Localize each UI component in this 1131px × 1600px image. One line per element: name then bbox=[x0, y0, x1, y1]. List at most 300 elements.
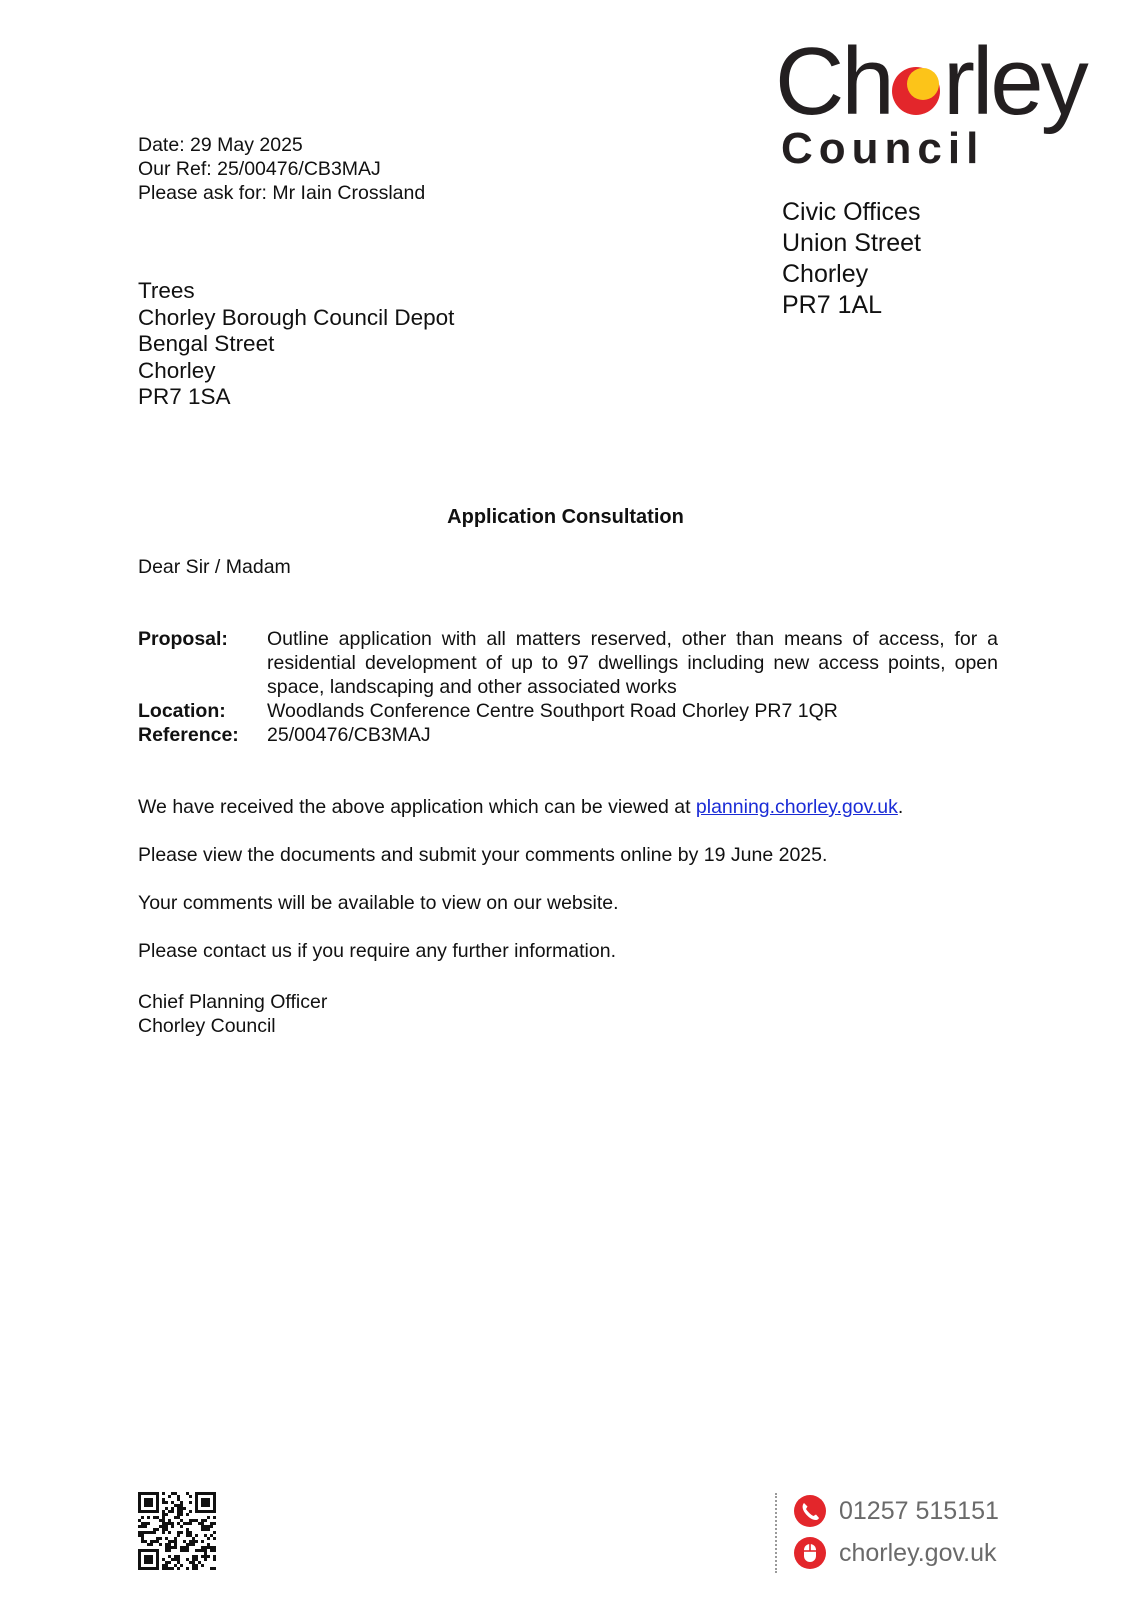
proposal-value: Outline application with all matters reserved, other than means of access, for a residential development of up to 97 dwellings including new access points, open space, landscaping and other associated works bbox=[267, 628, 998, 698]
recipient-address-line: PR7 1SA bbox=[138, 384, 231, 409]
qr-module bbox=[180, 1501, 183, 1504]
qr-module bbox=[174, 1564, 177, 1567]
qr-module bbox=[195, 1501, 198, 1504]
qr-module bbox=[195, 1495, 198, 1498]
qr-module bbox=[141, 1510, 144, 1513]
qr-module bbox=[177, 1498, 180, 1501]
qr-module bbox=[162, 1492, 165, 1495]
qr-module bbox=[150, 1561, 153, 1564]
qr-module bbox=[186, 1549, 189, 1552]
qr-module bbox=[186, 1513, 189, 1516]
qr-module bbox=[204, 1519, 207, 1522]
council-address-line: Union Street bbox=[782, 229, 921, 257]
qr-module bbox=[165, 1549, 168, 1552]
qr-module bbox=[204, 1504, 207, 1507]
planning-portal-link[interactable]: planning.chorley.gov.uk bbox=[695, 796, 898, 818]
qr-module bbox=[213, 1495, 216, 1498]
qr-module bbox=[156, 1516, 159, 1519]
qr-module bbox=[147, 1501, 150, 1504]
qr-module bbox=[213, 1498, 216, 1501]
qr-module bbox=[168, 1567, 171, 1570]
qr-module bbox=[174, 1546, 177, 1549]
chorley-council-logo bbox=[775, 36, 1105, 176]
qr-module bbox=[153, 1516, 156, 1519]
qr-module bbox=[171, 1501, 174, 1504]
qr-module bbox=[195, 1540, 198, 1543]
qr-module bbox=[150, 1549, 153, 1552]
letter-meta bbox=[138, 133, 425, 205]
qr-module bbox=[162, 1501, 165, 1504]
qr-module bbox=[180, 1507, 183, 1510]
qr-module bbox=[213, 1537, 216, 1540]
footer-contact bbox=[775, 1493, 1035, 1573]
qr-module bbox=[213, 1531, 216, 1534]
logo-wordmark-prefix: Ch bbox=[775, 36, 892, 135]
qr-module bbox=[171, 1558, 174, 1561]
qr-module bbox=[159, 1519, 162, 1522]
reference-label: Reference: bbox=[138, 724, 239, 746]
qr-module bbox=[138, 1552, 141, 1555]
qr-module bbox=[207, 1537, 210, 1540]
qr-module bbox=[207, 1525, 210, 1528]
qr-module bbox=[171, 1546, 174, 1549]
qr-module bbox=[144, 1531, 147, 1534]
qr-module bbox=[204, 1534, 207, 1537]
qr-module bbox=[180, 1531, 183, 1534]
qr-module bbox=[165, 1543, 168, 1546]
qr-module bbox=[156, 1495, 159, 1498]
qr-module bbox=[204, 1558, 207, 1561]
qr-module bbox=[150, 1492, 153, 1495]
qr-module bbox=[168, 1531, 171, 1534]
qr-module bbox=[174, 1504, 177, 1507]
logo-wordmark-suffix: rley bbox=[943, 36, 1086, 135]
qr-module bbox=[186, 1558, 189, 1561]
qr-module bbox=[171, 1525, 174, 1528]
qr-module bbox=[168, 1519, 171, 1522]
qr-module bbox=[150, 1540, 153, 1543]
qr-module bbox=[162, 1564, 165, 1567]
qr-module bbox=[153, 1528, 156, 1531]
qr-module bbox=[138, 1534, 141, 1537]
qr-module bbox=[177, 1567, 180, 1570]
qr-module bbox=[201, 1492, 204, 1495]
qr-module bbox=[204, 1552, 207, 1555]
qr-module bbox=[189, 1495, 192, 1498]
qr-module bbox=[195, 1555, 198, 1558]
qr-module bbox=[201, 1501, 204, 1504]
recipient-address-line: Bengal Street bbox=[138, 331, 275, 356]
qr-module bbox=[174, 1516, 177, 1519]
qr-module bbox=[201, 1564, 204, 1567]
website-contact[interactable] bbox=[793, 1535, 996, 1571]
document-title: Application Consultation bbox=[447, 506, 684, 528]
qr-module bbox=[189, 1519, 192, 1522]
qr-module bbox=[201, 1504, 204, 1507]
location-row bbox=[138, 699, 998, 723]
council-address-line: Civic Offices bbox=[782, 198, 921, 226]
qr-module bbox=[147, 1531, 150, 1534]
qr-module bbox=[213, 1549, 216, 1552]
received-text: We have received the above application which can be viewed at bbox=[138, 796, 696, 818]
received-text-end: . bbox=[897, 796, 904, 818]
qr-module bbox=[207, 1498, 210, 1501]
qr-module bbox=[141, 1516, 144, 1519]
qr-module bbox=[168, 1540, 171, 1543]
qr-module bbox=[153, 1540, 156, 1543]
qr-module bbox=[201, 1528, 204, 1531]
qr-module bbox=[159, 1525, 162, 1528]
qr-module bbox=[207, 1510, 210, 1513]
qr-module bbox=[138, 1504, 141, 1507]
qr-module bbox=[147, 1555, 150, 1558]
qr-module bbox=[141, 1492, 144, 1495]
qr-module bbox=[213, 1507, 216, 1510]
qr-module bbox=[195, 1564, 198, 1567]
qr-module bbox=[204, 1525, 207, 1528]
qr-module bbox=[138, 1531, 141, 1534]
qr-module bbox=[144, 1498, 147, 1501]
council-address-line: Chorley bbox=[782, 260, 869, 288]
qr-module bbox=[165, 1525, 168, 1528]
qr-module bbox=[180, 1519, 183, 1522]
council-address-line: PR7 1AL bbox=[782, 291, 883, 319]
qr-module bbox=[207, 1516, 210, 1519]
qr-module bbox=[213, 1516, 216, 1519]
qr-module bbox=[192, 1519, 195, 1522]
qr-module bbox=[198, 1510, 201, 1513]
qr-module bbox=[147, 1567, 150, 1570]
qr-module bbox=[168, 1549, 171, 1552]
qr-module bbox=[180, 1549, 183, 1552]
qr-module bbox=[168, 1561, 171, 1564]
qr-module bbox=[192, 1540, 195, 1543]
qr-module bbox=[150, 1504, 153, 1507]
qr-module bbox=[150, 1555, 153, 1558]
qr-module bbox=[141, 1525, 144, 1528]
qr-module bbox=[159, 1543, 162, 1546]
qr-module bbox=[147, 1498, 150, 1501]
contact-person: Please ask for: Mr Iain Crossland bbox=[138, 182, 426, 204]
qr-module bbox=[156, 1528, 159, 1531]
qr-module bbox=[171, 1567, 174, 1570]
qr-module bbox=[177, 1495, 180, 1498]
qr-module bbox=[207, 1492, 210, 1495]
qr-module bbox=[198, 1522, 201, 1525]
qr-module bbox=[156, 1540, 159, 1543]
qr-module bbox=[207, 1543, 210, 1546]
qr-module bbox=[195, 1504, 198, 1507]
qr-module bbox=[183, 1540, 186, 1543]
proposal-row bbox=[138, 627, 998, 699]
qr-module bbox=[195, 1558, 198, 1561]
qr-module bbox=[189, 1522, 192, 1525]
qr-module bbox=[186, 1534, 189, 1537]
qr-module bbox=[201, 1519, 204, 1522]
qr-module bbox=[138, 1510, 141, 1513]
qr-module bbox=[195, 1519, 198, 1522]
location-value: Woodlands Conference Centre Southport Road Chorley PR7 1QR bbox=[267, 700, 838, 722]
qr-module bbox=[138, 1498, 141, 1501]
qr-module bbox=[156, 1549, 159, 1552]
qr-module bbox=[171, 1507, 174, 1510]
qr-module bbox=[192, 1558, 195, 1561]
qr-module bbox=[138, 1558, 141, 1561]
qr-module bbox=[207, 1528, 210, 1531]
phone-icon bbox=[793, 1494, 827, 1528]
qr-module bbox=[198, 1549, 201, 1552]
body-paragraph-contact: Please contact us if you require any further information. bbox=[138, 940, 616, 962]
qr-module bbox=[162, 1498, 165, 1501]
qr-module bbox=[138, 1549, 141, 1552]
qr-module bbox=[210, 1510, 213, 1513]
phone-contact[interactable] bbox=[793, 1493, 999, 1529]
logo-subtitle: Council bbox=[781, 124, 985, 173]
qr-module bbox=[144, 1561, 147, 1564]
qr-module bbox=[201, 1540, 204, 1543]
qr-module bbox=[144, 1555, 147, 1558]
qr-module bbox=[204, 1498, 207, 1501]
qr-module bbox=[213, 1501, 216, 1504]
qr-module bbox=[168, 1510, 171, 1513]
qr-module bbox=[201, 1525, 204, 1528]
qr-module bbox=[213, 1504, 216, 1507]
qr-module bbox=[198, 1561, 201, 1564]
qr-module bbox=[138, 1519, 141, 1522]
council-address bbox=[782, 197, 921, 321]
location-label: Location: bbox=[138, 700, 226, 722]
footer-divider bbox=[775, 1493, 777, 1573]
signoff bbox=[138, 990, 327, 1038]
qr-module bbox=[138, 1501, 141, 1504]
qr-module bbox=[153, 1567, 156, 1570]
qr-module bbox=[174, 1543, 177, 1546]
qr-module bbox=[186, 1492, 189, 1495]
qr-module bbox=[195, 1498, 198, 1501]
body-paragraph-website: Your comments will be available to view on our website. bbox=[138, 892, 619, 914]
qr-module bbox=[180, 1513, 183, 1516]
qr-module bbox=[153, 1549, 156, 1552]
qr-module bbox=[192, 1537, 195, 1540]
qr-module bbox=[198, 1492, 201, 1495]
qr-module bbox=[156, 1564, 159, 1567]
qr-module bbox=[138, 1507, 141, 1510]
body-paragraph-deadline: Please view the documents and submit your comments online by 19 June 2025. bbox=[138, 844, 828, 866]
qr-module bbox=[189, 1531, 192, 1534]
salutation: Dear Sir / Madam bbox=[138, 556, 291, 578]
qr-module bbox=[138, 1492, 141, 1495]
qr-module bbox=[171, 1540, 174, 1543]
qr-module bbox=[144, 1567, 147, 1570]
qr-module bbox=[168, 1555, 171, 1558]
qr-module bbox=[141, 1531, 144, 1534]
qr-module bbox=[138, 1555, 141, 1558]
qr-module bbox=[168, 1522, 171, 1525]
qr-module bbox=[177, 1504, 180, 1507]
reference-value: 25/00476/CB3MAJ bbox=[267, 724, 431, 746]
qr-module bbox=[189, 1543, 192, 1546]
qr-module bbox=[204, 1501, 207, 1504]
qr-module bbox=[186, 1531, 189, 1534]
qr-code[interactable] bbox=[138, 1492, 216, 1570]
qr-module bbox=[213, 1522, 216, 1525]
qr-module bbox=[168, 1495, 171, 1498]
qr-module bbox=[156, 1567, 159, 1570]
qr-module bbox=[177, 1555, 180, 1558]
qr-module bbox=[192, 1543, 195, 1546]
qr-module bbox=[177, 1507, 180, 1510]
recipient-address-line: Chorley bbox=[138, 357, 216, 383]
qr-module bbox=[141, 1567, 144, 1570]
qr-module bbox=[144, 1540, 147, 1543]
qr-module bbox=[138, 1495, 141, 1498]
qr-module bbox=[153, 1492, 156, 1495]
qr-module bbox=[153, 1510, 156, 1513]
qr-module bbox=[144, 1522, 147, 1525]
qr-module bbox=[147, 1516, 150, 1519]
qr-module bbox=[186, 1546, 189, 1549]
qr-module bbox=[177, 1513, 180, 1516]
qr-module bbox=[195, 1534, 198, 1537]
qr-module bbox=[162, 1528, 165, 1531]
qr-module bbox=[147, 1522, 150, 1525]
qr-module bbox=[141, 1534, 144, 1537]
qr-module bbox=[213, 1492, 216, 1495]
qr-module bbox=[201, 1498, 204, 1501]
qr-module bbox=[210, 1567, 213, 1570]
qr-module bbox=[156, 1492, 159, 1495]
qr-module bbox=[210, 1492, 213, 1495]
signoff-title: Chief Planning Officer bbox=[138, 991, 328, 1013]
qr-module bbox=[183, 1507, 186, 1510]
qr-module bbox=[174, 1540, 177, 1543]
qr-module bbox=[156, 1561, 159, 1564]
qr-module bbox=[195, 1567, 198, 1570]
website-address: chorley.gov.uk bbox=[839, 1538, 997, 1567]
qr-module bbox=[165, 1528, 168, 1531]
qr-module bbox=[156, 1555, 159, 1558]
qr-module bbox=[213, 1546, 216, 1549]
qr-module bbox=[210, 1534, 213, 1537]
proposal-label: Proposal: bbox=[138, 628, 228, 650]
qr-module bbox=[144, 1504, 147, 1507]
qr-module bbox=[147, 1561, 150, 1564]
qr-module bbox=[156, 1507, 159, 1510]
qr-module bbox=[180, 1510, 183, 1513]
recipient-address-line: Trees bbox=[138, 278, 195, 303]
qr-module bbox=[150, 1510, 153, 1513]
qr-module bbox=[156, 1558, 159, 1561]
qr-module bbox=[165, 1567, 168, 1570]
qr-module bbox=[174, 1555, 177, 1558]
qr-module bbox=[171, 1510, 174, 1513]
qr-module bbox=[192, 1555, 195, 1558]
qr-module bbox=[138, 1567, 141, 1570]
qr-module bbox=[141, 1549, 144, 1552]
qr-module bbox=[186, 1528, 189, 1531]
qr-module bbox=[177, 1522, 180, 1525]
qr-module bbox=[165, 1564, 168, 1567]
qr-module bbox=[192, 1564, 195, 1567]
qr-module bbox=[189, 1561, 192, 1564]
qr-module bbox=[177, 1531, 180, 1534]
qr-module bbox=[189, 1540, 192, 1543]
qr-module bbox=[138, 1561, 141, 1564]
qr-module bbox=[204, 1546, 207, 1549]
qr-module bbox=[159, 1537, 162, 1540]
qr-module bbox=[162, 1513, 165, 1516]
qr-module bbox=[180, 1546, 183, 1549]
qr-module bbox=[213, 1567, 216, 1570]
qr-module bbox=[174, 1537, 177, 1540]
qr-module bbox=[162, 1525, 165, 1528]
qr-module bbox=[186, 1567, 189, 1570]
qr-module bbox=[204, 1555, 207, 1558]
qr-module bbox=[147, 1504, 150, 1507]
qr-module bbox=[183, 1546, 186, 1549]
qr-module bbox=[207, 1546, 210, 1549]
qr-module bbox=[201, 1522, 204, 1525]
qr-module bbox=[168, 1543, 171, 1546]
qr-module bbox=[180, 1525, 183, 1528]
qr-module bbox=[195, 1492, 198, 1495]
qr-module bbox=[153, 1531, 156, 1534]
qr-module bbox=[180, 1564, 183, 1567]
qr-module bbox=[177, 1558, 180, 1561]
qr-module bbox=[180, 1504, 183, 1507]
qr-module bbox=[147, 1558, 150, 1561]
qr-module bbox=[195, 1507, 198, 1510]
qr-module bbox=[189, 1510, 192, 1513]
qr-module bbox=[147, 1492, 150, 1495]
qr-module bbox=[204, 1510, 207, 1513]
qr-module bbox=[189, 1534, 192, 1537]
qr-module bbox=[201, 1555, 204, 1558]
qr-module bbox=[204, 1492, 207, 1495]
body-paragraph-received bbox=[138, 795, 903, 819]
qr-module bbox=[150, 1558, 153, 1561]
qr-module bbox=[213, 1510, 216, 1513]
qr-module bbox=[177, 1516, 180, 1519]
qr-module bbox=[150, 1498, 153, 1501]
qr-module bbox=[171, 1492, 174, 1495]
qr-module bbox=[150, 1501, 153, 1504]
qr-module bbox=[165, 1537, 168, 1540]
application-details bbox=[138, 627, 998, 747]
qr-module bbox=[168, 1546, 171, 1549]
qr-module bbox=[156, 1498, 159, 1501]
letter-date: Date: 29 May 2025 bbox=[138, 134, 303, 156]
qr-module bbox=[201, 1549, 204, 1552]
qr-module bbox=[156, 1501, 159, 1504]
recipient-address bbox=[138, 278, 454, 411]
qr-module bbox=[177, 1534, 180, 1537]
qr-module bbox=[165, 1546, 168, 1549]
qr-module bbox=[162, 1531, 165, 1534]
qr-module bbox=[210, 1522, 213, 1525]
qr-module bbox=[162, 1510, 165, 1513]
qr-module bbox=[147, 1510, 150, 1513]
qr-module bbox=[207, 1555, 210, 1558]
qr-module bbox=[144, 1549, 147, 1552]
mouse-icon bbox=[793, 1536, 827, 1570]
qr-module bbox=[162, 1567, 165, 1570]
qr-module bbox=[174, 1558, 177, 1561]
qr-module bbox=[147, 1543, 150, 1546]
our-reference: Our Ref: 25/00476/CB3MAJ bbox=[138, 158, 381, 180]
qr-module bbox=[156, 1537, 159, 1540]
qr-module bbox=[165, 1507, 168, 1510]
